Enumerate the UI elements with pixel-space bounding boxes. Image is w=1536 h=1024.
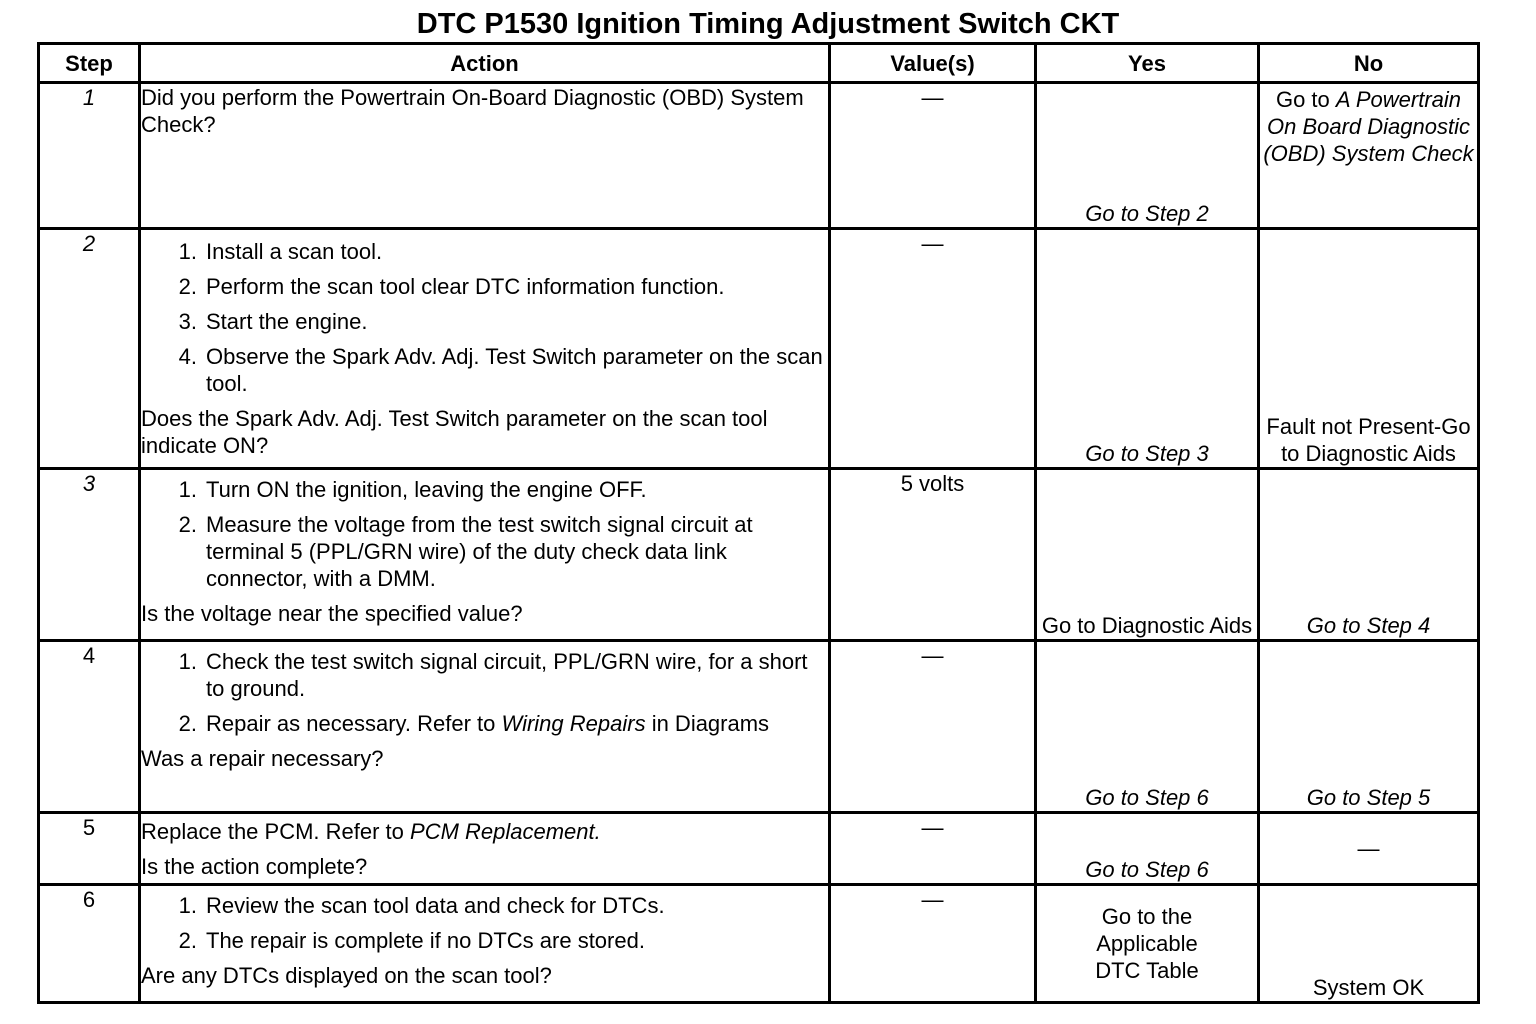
no-cell: [1259, 641, 1479, 813]
action-cell: [140, 469, 830, 641]
table-row: [39, 469, 1479, 641]
value-cell: —: [830, 229, 1036, 469]
action-step: 2. Measure the voltage from the test switch signal circuit at terminal 5 (PPL/GRN wire) of the duty check data link connector, with a DMM.: [178, 512, 753, 591]
yes-cell: [1036, 83, 1259, 229]
no-cell: [1259, 469, 1479, 641]
yes-cell: [1036, 641, 1259, 813]
table-row: [39, 229, 1479, 469]
wiring-repairs-link[interactable]: Wiring Repairs: [501, 711, 646, 736]
value-cell: —: [830, 83, 1036, 229]
value-cell: —: [830, 813, 1036, 885]
action-question: Does the Spark Adv. Adj. Test Switch parameter on the scan tool indicate ON?: [141, 406, 768, 458]
no-cell: [1259, 83, 1479, 229]
pcm-replacement-link[interactable]: PCM Replacement.: [410, 819, 601, 844]
yes-link[interactable]: Go to the Applicable DTC Table: [1095, 904, 1199, 983]
header-yes: Yes: [1036, 44, 1259, 83]
no-link[interactable]: Fault not Present-Go to Diagnostic Aids: [1266, 414, 1471, 466]
action-question: Is the action complete?: [141, 854, 368, 879]
yes-cell: [1036, 813, 1259, 885]
action-step: 2. The repair is complete if no DTCs are stored.: [178, 928, 645, 953]
yes-cell: [1036, 229, 1259, 469]
step-number: 1: [39, 83, 140, 229]
action-cell: [140, 641, 830, 813]
action-step: 2. Repair as necessary. Refer to Wiring Repairs in Diagrams: [178, 711, 770, 736]
no-cell: [1259, 885, 1479, 1003]
action-cell: [140, 83, 830, 229]
action-steps: [141, 238, 828, 397]
yes-link[interactable]: Go to Step 2: [1085, 201, 1209, 226]
step-number: 2: [39, 229, 140, 469]
header-action: Action: [140, 44, 830, 83]
yes-link[interactable]: Go to Step 6: [1085, 857, 1209, 882]
step-number: 6: [39, 885, 140, 1003]
action-step: 1. Review the scan tool data and check for DTCs.: [178, 893, 665, 918]
action-cell: [140, 229, 830, 469]
table-row: [39, 641, 1479, 813]
yes-link[interactable]: Go to Step 6: [1085, 785, 1209, 810]
no-cell: [1259, 229, 1479, 469]
action-step: 1. Check the test switch signal circuit, PPL/GRN wire, for a short to ground.: [178, 649, 808, 701]
yes-link[interactable]: Go to Diagnostic Aids: [1041, 613, 1253, 638]
no-prefix: Go to: [1275, 87, 1336, 112]
no-link[interactable]: Go to Step 4: [1306, 613, 1431, 638]
action-step: 4. Observe the Spark Adv. Adj. Test Switch parameter on the scan tool.: [178, 344, 823, 396]
header-row: [39, 44, 1479, 83]
no-link[interactable]: Go to Step 5: [1306, 785, 1431, 810]
value-cell: —: [830, 885, 1036, 1003]
action-question: Are any DTCs displayed on the scan tool?: [141, 963, 552, 988]
yes-cell: [1036, 885, 1259, 1003]
step-number: 5: [39, 813, 140, 885]
action-cell: [140, 885, 830, 1003]
dtc-table: [37, 42, 1480, 1004]
value-cell: 5 volts: [830, 469, 1036, 641]
header-no: No: [1259, 44, 1479, 83]
action-cell: [140, 813, 830, 885]
value-cell: —: [830, 641, 1036, 813]
step-number: 4: [39, 641, 140, 813]
step-number: 3: [39, 469, 140, 641]
action-steps: [141, 892, 828, 954]
yes-cell: [1036, 469, 1259, 641]
table-row: [39, 83, 1479, 229]
action-step: 1. Turn ON the ignition, leaving the engine OFF.: [178, 477, 647, 502]
action-steps: [141, 476, 828, 592]
header-step: Step: [39, 44, 140, 83]
action-step: 1. Install a scan tool.: [178, 239, 383, 264]
yes-link[interactable]: Go to Step 3: [1085, 441, 1209, 466]
header-values: Value(s): [830, 44, 1036, 83]
page-title: DTC P1530 Ignition Timing Adjustment Switch CKT: [416, 8, 1120, 40]
no-link[interactable]: System OK: [1312, 975, 1425, 1000]
action-step: 2. Perform the scan tool clear DTC information function.: [178, 274, 725, 299]
table-row: [39, 813, 1479, 885]
action-text: Did you perform the Powertrain On-Board Diagnostic (OBD) System Check?: [141, 85, 804, 137]
action-question: Was a repair necessary?: [141, 746, 384, 771]
table-row: [39, 885, 1479, 1003]
action-question: Is the voltage near the specified value?: [141, 601, 523, 626]
no-cell: —: [1259, 813, 1479, 885]
action-steps: [141, 648, 828, 737]
no-link[interactable]: A Powertrain On Board Diagnostic (OBD) System Check: [1263, 87, 1474, 166]
action-text: Replace the PCM. Refer to PCM Replacement.: [141, 819, 601, 844]
action-step: 3. Start the engine.: [178, 309, 368, 334]
